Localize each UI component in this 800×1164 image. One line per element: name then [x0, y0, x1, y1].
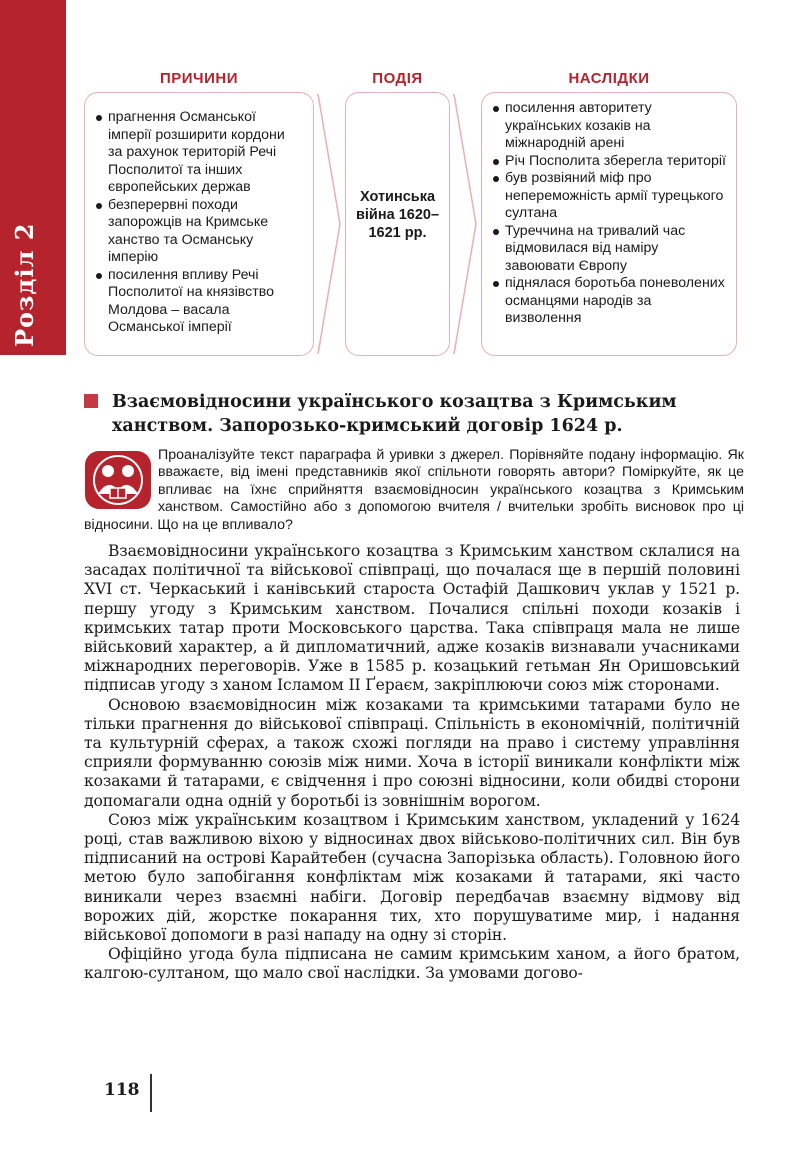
section-title: Взаємовідносини українського козацтва з Кримським ханством. Запорозько-кримський договір 1624 р. [112, 392, 677, 436]
event-box [345, 92, 450, 356]
event-text: Хотинська війна 1620–1621 рр. [355, 189, 440, 241]
paragraph: Взаємовідносини українського козацтва з Кримським ханством склалися на засадах політичної та військової співпраці, що почалася ще в першій половині XVI ст. Черкаський і канівський староста Остафій Дашкович уклав у 1521 р. першу угоду з Кримським ханством. Почалися спільні походи козаків і кримських татар проти Московського царства. Така співпраця мала не лише військовий характер, а й дипломатичний, адже козаків визнавали учасниками міжнародних переговорів. Уже в 1585 р. козацький гетьман Ян Оришовський підписав угоду з ханом Ісламом II Ґераєм, закріплюючи союз між сторонами. [84, 542, 740, 695]
page-number: 118 [104, 1080, 140, 1100]
task-text: Проаналізуйте текст параграфа й уривки з джерел. Порівняйте подану інформацію. Як вважаєте, від імені представників якої спільноти говорять автори? Поміркуйте, як це впливає на їхнє сприйняття взаємовідносин українського козацтва з Кримським ханством. Самостійно або з допомогою вчителя / вчительки зробіть висновок про ці відносини. Що на це впливало? [84, 447, 744, 533]
consequence-item: Туреччина на тривалий час відмовилася від наміру завоювати Європу [492, 223, 726, 276]
task-instructions [84, 447, 744, 534]
consequences-list [492, 100, 726, 328]
event-heading: ПОДІЯ [372, 70, 423, 87]
paragraph: Союз між українським козацтвом і Кримським ханством, укладений у 1624 році, став важливою віхою у відносинах двох військово-політичних сил. Він був підписаний на острові Карайтебен (сучасна Запорізька область). Головною його метою було запобігання конфліктам між козаками й татарами, які часто виникали через взаємні набіги. Договір передбачав взаємну відмову від ворожих дій, жорстке покарання тих, хто порушуватиме мир, і надання військової допомоги в разі нападу на одну зі сторін. [84, 810, 740, 945]
cause-item: прагнення Османської імперії розширити кордони за рахунок територій Речі Посполитої та інших європейських держав [95, 109, 303, 197]
causes-heading: ПРИЧИНИ [159, 70, 238, 87]
section-marker [84, 394, 98, 408]
cause-item: посилення впливу Речі Посполитої на князівство Молдова – васала Османської імперії [95, 267, 303, 337]
consequence-item: Річ Посполита зберегла території [492, 153, 726, 171]
paragraph: Основою взаємовідносин між козаками та кримськими татарами було не тільки прагнення до військової співпраці. Спільність в економічній, політичній та культурній сферах, а також схожі погляди на право і систему управління сприяли формуванню союзів між ними. Хоча в історії виникали конфлікти між козаками й татарами, є свідчення і про союзні відносини, коли обидві сторони допомагали одна одній у боротьбі із зовнішнім ворогом. [84, 695, 740, 810]
arrow-right-icon [452, 92, 480, 356]
chapter-label: Розділ 2 [10, 222, 39, 347]
causes-box [84, 92, 314, 356]
consequences-heading: НАСЛІДКИ [568, 70, 650, 87]
cause-item: безперервні походи запорожців на Кримське ханство та Османську імперію [95, 197, 303, 267]
main-text [84, 542, 740, 984]
consequence-item: посилення авторитету українських козаків на міжнародній арені [492, 100, 726, 153]
consequences-box [481, 92, 737, 356]
page-divider [150, 1074, 152, 1112]
consequence-item: був розвіяний міф про непереможність армії турецького султана [492, 170, 726, 223]
consequence-item: піднялася боротьба поневолених османцями народів за визволення [492, 275, 726, 328]
arrow-right-icon [316, 92, 344, 356]
paragraph: Офіційно угода була підписана не самим кримським ханом, а його братом, калгою-султаном, що мало свої наслідки. За умовами догово- [84, 945, 740, 983]
causes-list [95, 109, 303, 337]
